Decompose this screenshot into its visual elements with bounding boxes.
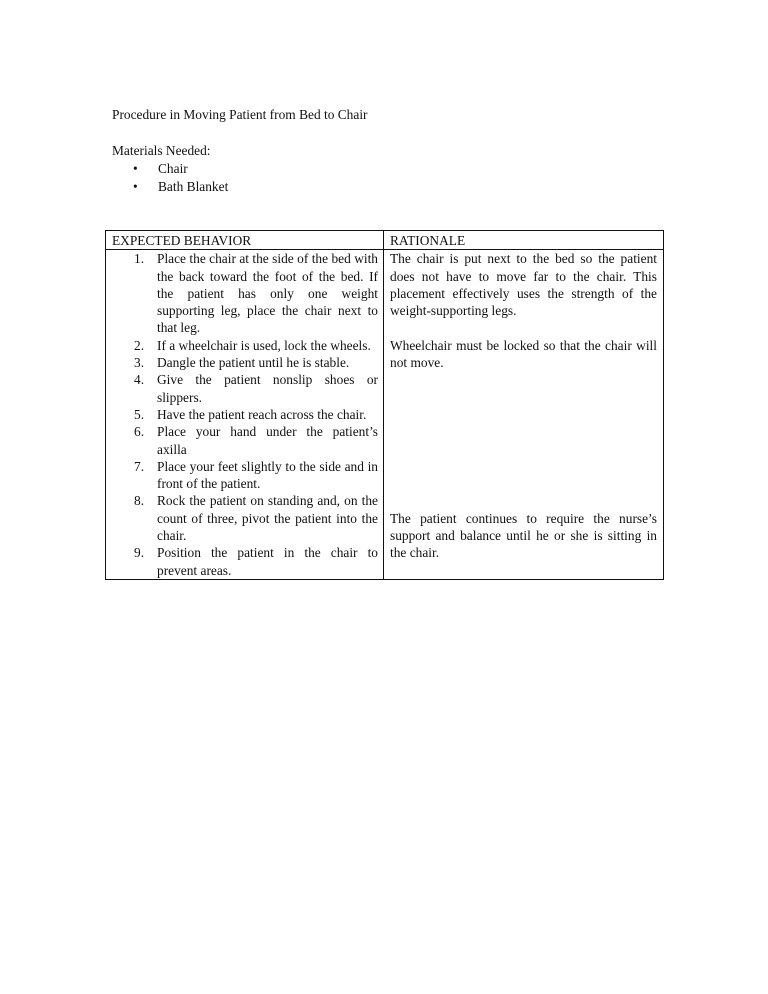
step-number: 2. bbox=[134, 337, 145, 353]
table-row bbox=[106, 250, 664, 580]
materials-heading: Materials Needed: bbox=[112, 143, 211, 158]
step-text: Place your feet slightly to the side and in front of the patient. bbox=[157, 458, 378, 492]
step-text: Give the patient nonslip shoes or slippers. bbox=[157, 372, 378, 405]
column-header-expected-behavior: EXPECTED BEHAVIOR bbox=[106, 231, 384, 250]
material-label: Chair bbox=[158, 161, 188, 176]
material-label: Bath Blanket bbox=[158, 179, 229, 194]
step-number: 7. bbox=[134, 458, 145, 474]
rationale-item: The chair is put next to the bed so the patient does not have to move far to the chair. This placement effectively uses the strength of the weight-supporting legs. bbox=[390, 251, 657, 319]
step-item bbox=[112, 492, 378, 544]
step-number: 3. bbox=[134, 355, 145, 371]
step-number: 4. bbox=[134, 372, 145, 388]
step-text: Place the chair at the side of the bed with the back toward the foot of the bed. If the patient has only one weight supporting leg, place the chair next to that leg. bbox=[157, 251, 378, 336]
procedure-table bbox=[105, 230, 664, 580]
step-item bbox=[112, 250, 378, 336]
step-text: Have the patient reach across the chair. bbox=[157, 406, 367, 422]
column-header-rationale: RATIONALE bbox=[384, 231, 664, 250]
rationale-spacer bbox=[390, 319, 657, 336]
list-item bbox=[112, 178, 228, 196]
materials-list bbox=[112, 160, 228, 196]
step-item bbox=[112, 337, 378, 354]
step-item bbox=[112, 354, 378, 371]
step-number: 9. bbox=[134, 545, 145, 561]
step-number: 5. bbox=[134, 406, 145, 422]
list-item bbox=[112, 160, 228, 178]
page-title: Procedure in Moving Patient from Bed to Chair bbox=[112, 107, 368, 122]
step-item bbox=[112, 423, 378, 458]
step-text: Position the patient in the chair to prevent areas. bbox=[157, 545, 378, 578]
step-text: Dangle the patient until he is stable. bbox=[157, 355, 350, 371]
step-item bbox=[112, 406, 378, 423]
table-header-row bbox=[106, 231, 664, 250]
step-item bbox=[112, 458, 378, 493]
step-text: If a wheelchair is used, lock the wheels. bbox=[157, 337, 371, 353]
step-item bbox=[112, 544, 378, 579]
step-number: 6. bbox=[134, 424, 145, 440]
rationale-item: Wheelchair must be locked so that the chair will not move. bbox=[390, 337, 657, 371]
step-text: Rock the patient on standing and, on the count of three, pivot the patient into the chair. bbox=[157, 493, 378, 544]
steps-cell bbox=[106, 250, 384, 580]
step-item bbox=[112, 371, 378, 406]
rationale-cell bbox=[384, 250, 664, 580]
bullet-icon: • bbox=[133, 161, 138, 176]
step-number: 1. bbox=[134, 251, 145, 267]
step-number: 8. bbox=[134, 493, 145, 509]
rationale-item: The patient continues to require the nurse’s support and balance until he or she is sitting in the chair. bbox=[390, 510, 657, 561]
bullet-icon: • bbox=[133, 179, 138, 194]
step-text: Place your hand under the patient’s axilla bbox=[157, 424, 378, 457]
